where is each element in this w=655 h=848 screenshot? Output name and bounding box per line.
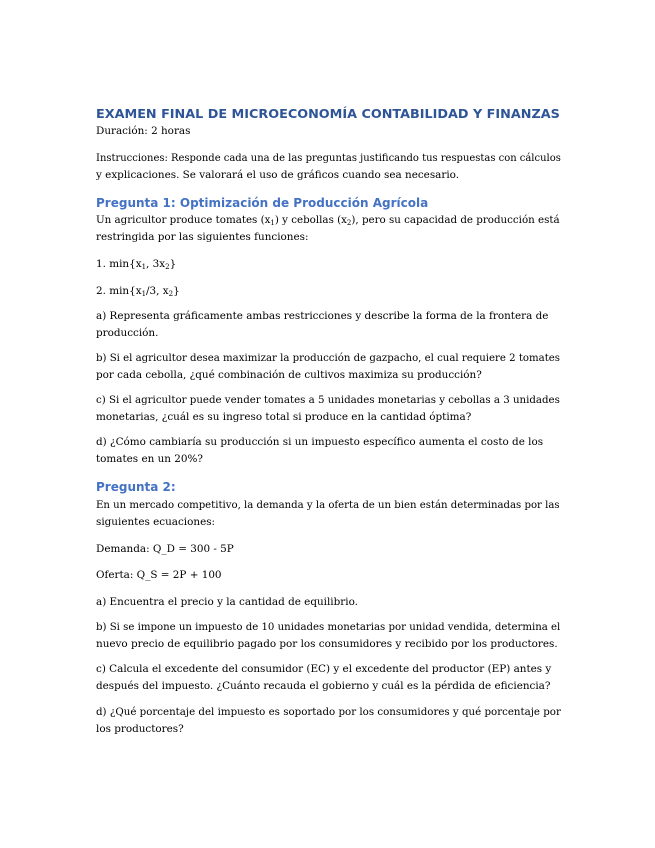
instructions-line-2: y explicaciones. Se valorará el uso de gráficos cuando sea necesario.	[96, 169, 460, 181]
q2-item-a: a) Encuentra el precio y la cantidad de equilibrio.	[96, 596, 358, 608]
q1-item-b-line-1: b) Si el agricultor desea maximizar la producción de gazpacho, el cual requiere 2 tomates	[96, 353, 561, 364]
q1-item-a-line-1: a) Representa gráficamente ambas restricciones y describe la forma de la frontera de	[96, 310, 549, 322]
q1-item-d-line-2: tomates en un 20%?	[96, 453, 203, 465]
q1-function-2: 2. min{x1/3, x2}	[96, 285, 180, 298]
document-title: EXAMEN FINAL DE MICROECONOMÍA CONTABILIDAD Y FINANZAS	[96, 107, 560, 122]
q2-intro-line-1: En un mercado competitivo, la demanda y la oferta de un bien están determinadas por las	[96, 500, 560, 511]
q2-demand-equation: Demanda: Q_D = 300 - 5P	[96, 543, 234, 555]
q1-function-1: 1. min{x1, 3x2}	[96, 258, 177, 271]
q1-intro-line-1: Un agricultor produce tomates (x1) y cebollas (x2), pero su capacidad de producción está	[96, 214, 560, 227]
q2-item-b-line-1: b) Si se impone un impuesto de 10 unidades monetarias por unidad vendida, determina el	[96, 622, 561, 633]
q2-item-d-line-2: los productores?	[96, 723, 184, 735]
q1-item-c-line-1: c) Si el agricultor puede vender tomates a 5 unidades monetarias y cebollas a 3 unidades	[96, 395, 560, 406]
q2-item-c-line-1: c) Calcula el excedente del consumidor (EC) y el excedente del productor (EP) antes y	[96, 663, 552, 675]
duration-text: Duración: 2 horas	[96, 125, 191, 137]
q1-item-d-line-1: d) ¿Cómo cambiaría su producción si un impuesto específico aumenta el costo de los	[96, 436, 544, 448]
q2-item-d-line-1: d) ¿Qué porcentaje del impuesto es soportado por los consumidores y qué porcentaje por	[96, 706, 561, 718]
q2-supply-equation: Oferta: Q_S = 2P + 100	[96, 569, 222, 581]
q1-intro-line-2: restringida por las siguientes funciones:	[96, 231, 309, 243]
question-2-heading: Pregunta 2:	[96, 480, 176, 494]
question-1-heading: Pregunta 1: Optimización de Producción Agrícola	[96, 196, 429, 210]
instructions-line-1: Instrucciones: Responde cada una de las preguntas justificando tus respuestas con cálculos	[96, 153, 561, 164]
q2-item-b-line-2: nuevo precio de equilibrio pagado por los consumidores y recibido por los productores.	[96, 638, 558, 650]
q2-item-c-line-2: después del impuesto. ¿Cuánto recauda el gobierno y cuál es la pérdida de eficiencia?	[96, 680, 551, 692]
q1-item-b-line-2: por cada cebolla, ¿qué combinación de cultivos maximiza su producción?	[96, 369, 482, 381]
q2-intro-line-2: siguientes ecuaciones:	[96, 516, 216, 528]
q1-item-a-line-2: producción.	[96, 327, 159, 339]
q1-item-c-line-2: monetarias, ¿cuál es su ingreso total si produce en la cantidad óptima?	[96, 411, 472, 423]
